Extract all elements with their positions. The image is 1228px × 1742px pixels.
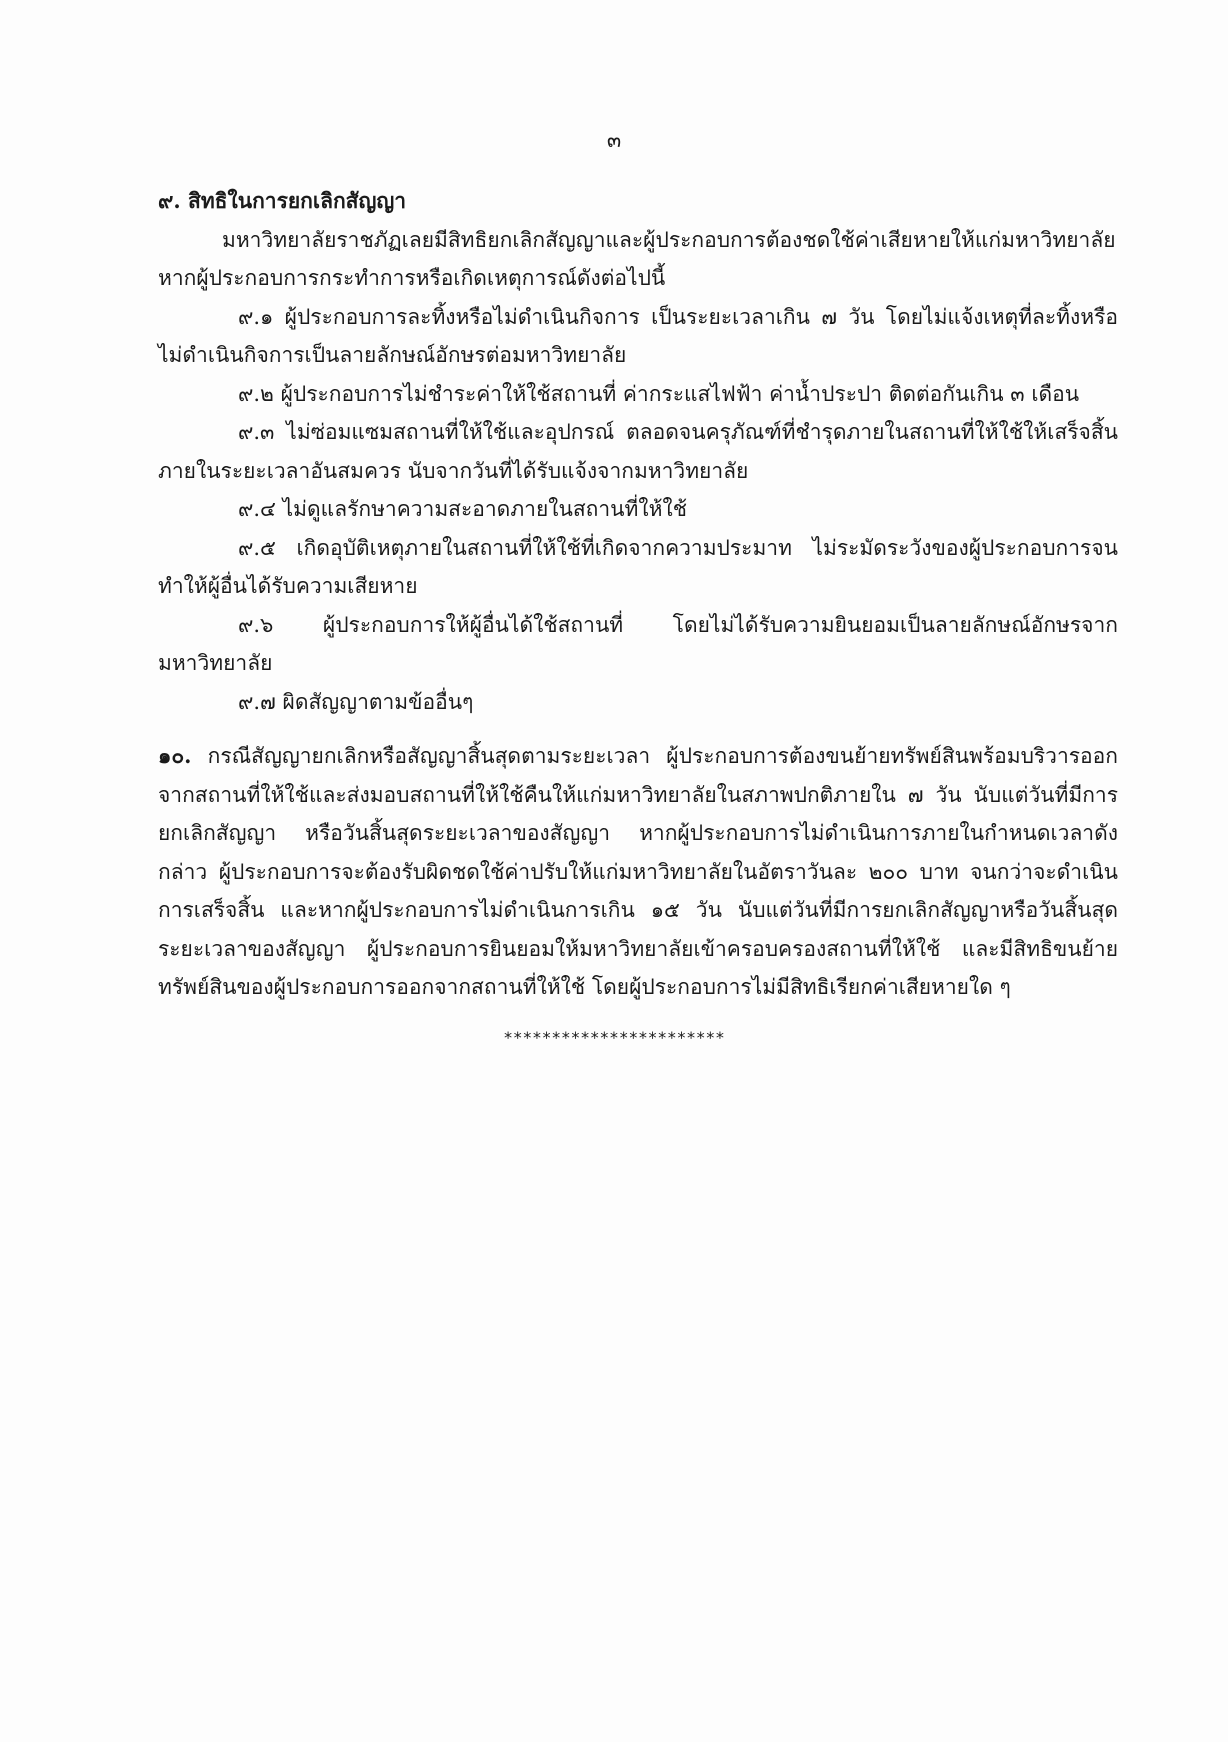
end-separator: *********************** <box>503 1028 725 1047</box>
section-9-item-2: ๙.๒ ผู้ประกอบการไม่ชำระค่าให้ใช้สถานที่ ค่ากระแสไฟฟ้า ค่าน้ำประปา ติดต่อกันเกิน ๓ เดือน <box>238 381 1080 406</box>
section-9-item-7: ๙.๗ ผิดสัญญาตามข้ออื่นๆ <box>238 689 474 714</box>
section-10-number: ๑๐. <box>158 743 192 768</box>
section-10-text: กรณีสัญญายกเลิกหรือสัญญาสิ้นสุดตามระยะเวลา ผู้ประกอบการต้องขนย้ายทรัพย์สินพร้อมบริวารออกจากสถานที่ให้ใช้และส่งมอบสถานที่ให้ใช้คืนให้แก่มหาวิทยาลัยในสภาพปกติภายใน ๗ วัน นับแต่วันที่มีการยกเลิกสัญญา หรือวันสิ้นสุดระยะเวลาของสัญญา หากผู้ประกอบการไม่ดำเนินการภายในกำหนดเวลาดังกล่าว ผู้ประกอบการจะต้องรับผิดชดใช้ค่าปรับให้แก่มหาวิทยาลัยในอัตราวันละ ๒๐๐ บาท จนกว่าจะดำเนินการเสร็จสิ้น และหากผู้ประกอบการไม่ดำเนินการเกิน ๑๕ วัน นับแต่วันที่มีการยกเลิกสัญญาหรือวันสิ้นสุดระยะเวลาของสัญญา ผู้ประกอบการยินยอมให้มหาวิทยาลัยเข้าครอบครองสถานที่ให้ใช้ และมีสิทธิขนย้ายทรัพย์สินของผู้ประกอบการออกจากสถานที่ให้ใช้ โดยผู้ประกอบการไม่มีสิทธิเรียกค่าเสียหายใด ๆ <box>158 744 1118 999</box>
section-9-item-4: ๙.๔ ไม่ดูแลรักษาความสะอาดภายในสถานที่ให้ใช้ <box>238 497 687 521</box>
section-9-item-6: ๙.๖ ผู้ประกอบการให้ผู้อื่นได้ใช้สถานที่ โดยไม่ได้รับความยินยอมเป็นลายลักษณ์อักษรจากมหาวิทยาลัย <box>158 612 1118 675</box>
section-9-item-5: ๙.๕ เกิดอุบัติเหตุภายในสถานที่ให้ใช้ที่เกิดจากความประมาท ไม่ระมัดระวังของผู้ประกอบการจนทำให้ผู้อื่นได้รับความเสียหาย <box>158 535 1118 598</box>
document-body <box>158 182 1118 1007</box>
section-gap <box>158 721 1118 737</box>
section-9-intro-line1: มหาวิทยาลัยราชภัฏเลยมีสิทธิยกเลิกสัญญาและผู้ประกอบการต้องชดใช้ค่าเสียหายให้แก่มหาวิทยาลัย <box>222 227 1116 252</box>
section-9-intro-line2: หากผู้ประกอบการกระทำการหรือเกิดเหตุการณ์ดังต่อไปนี้ <box>158 266 666 290</box>
section-9-heading: ๙. สิทธิในการยกเลิกสัญญา <box>158 188 407 213</box>
section-9-item-3: ๙.๓ ไม่ซ่อมแซมสถานที่ให้ใช้และอุปกรณ์ ตลอดจนครุภัณฑ์ที่ชำรุดภายในสถานที่ให้ใช้ให้เสร็จสิ้นภายในระยะเวลาอันสมควร นับจากวันที่ได้รับแจ้งจากมหาวิทยาลัย <box>158 420 1118 483</box>
page-number: ๓ <box>606 128 622 152</box>
section-9-item-1: ๙.๑ ผู้ประกอบการละทิ้งหรือไม่ดำเนินกิจการ เป็นระยะเวลาเกิน ๗ วัน โดยไม่แจ้งเหตุที่ละทิ้งหรือไม่ดำเนินกิจการเป็นลายลักษณ์อักษรต่อมหาวิทยาลัย <box>158 304 1118 367</box>
section-10-paragraph <box>158 737 1118 1007</box>
